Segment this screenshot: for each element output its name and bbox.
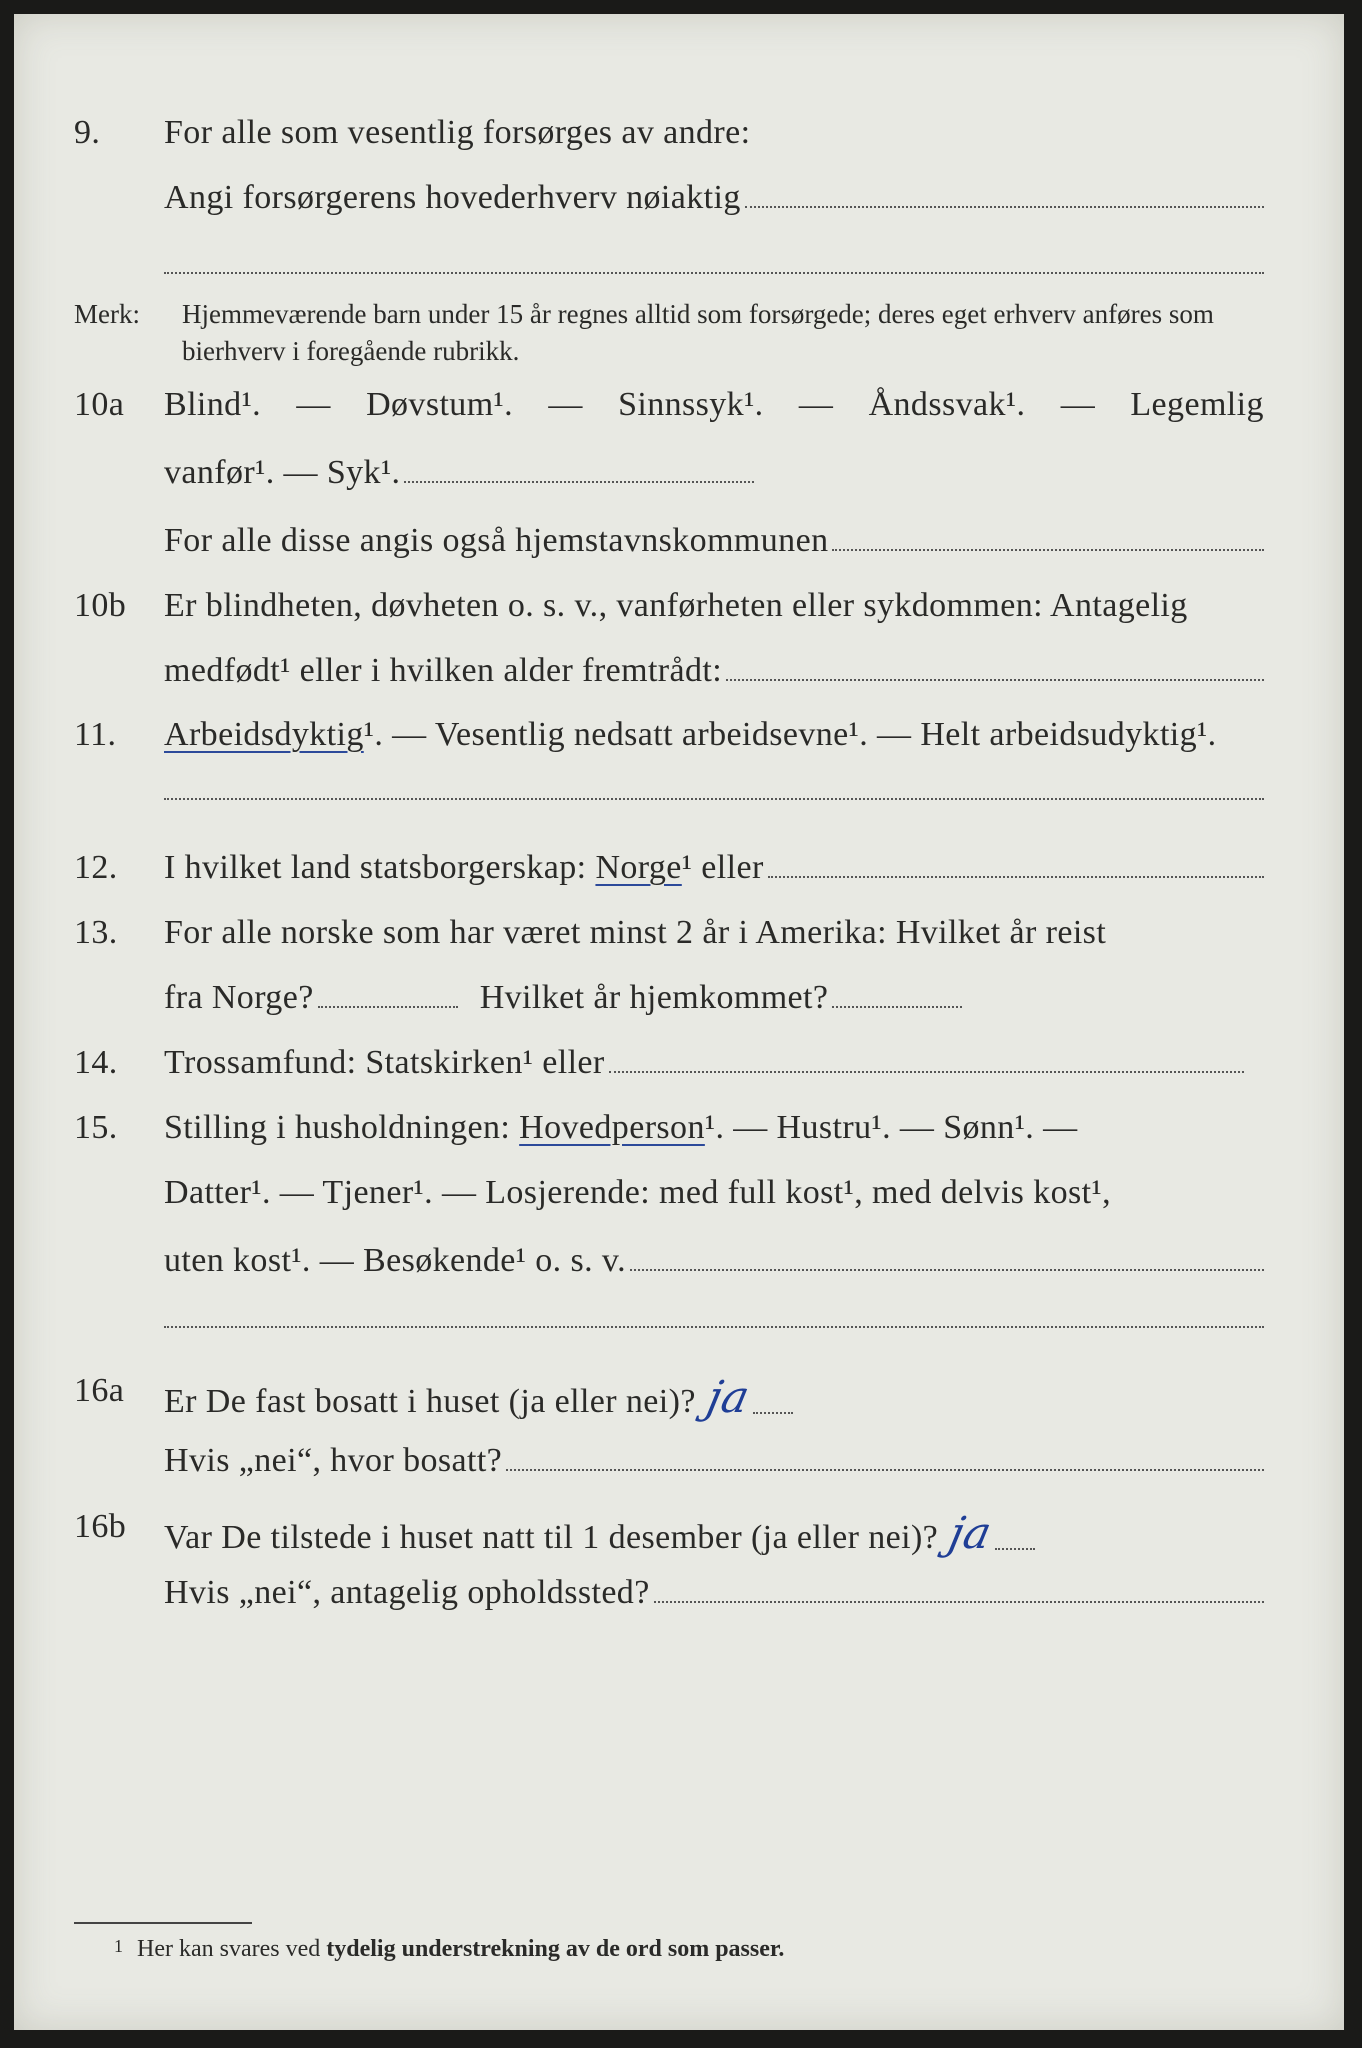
q10b-answer-field[interactable] [726,678,1264,681]
q13-number: 13. [74,914,118,951]
q10a-number: 10a [74,386,125,423]
q10a-hjemstavn-field[interactable] [832,548,1264,551]
q12-underlined-choice: Norge [595,849,682,886]
footnote-mark: 1 [114,1936,123,1956]
q10a-text-line3: For alle disse angis også hjemstavnskommunen [164,522,829,559]
q10a-word: Legemlig [1130,386,1264,423]
q11-number: 11. [74,716,117,753]
merk-label: Merk: [74,299,140,329]
q16b-text-line2: Hvis „nei“, antagelig opholdssted? [164,1574,650,1611]
footnote-bold: tydelig understrekning av de ord som passer. [326,1936,785,1962]
q10a-word: — [296,386,331,423]
q9-text-line1: For alle som vesentlig forsørges av andre: [164,114,751,151]
q13-text-line2a: fra Norge? [164,979,314,1016]
q13-hjemkommet-field[interactable] [832,1005,962,1008]
q10a-word: — [548,386,583,423]
q15-text-line3: uten kost¹. — Besøkende¹ o. s. v. [164,1242,627,1279]
q16b-answer-field[interactable] [995,1547,1035,1550]
q10a-text-line2: vanfør¹. — Syk¹. [164,454,401,491]
q14-number: 14. [74,1044,118,1081]
merk-text: Hjemmeværende barn under 15 år regnes alltid som forsørgede; deres eget erhverv anføres som bierhverv i foregående rubrikk. [182,299,1214,366]
q16a-handwritten-answer: ja [702,1372,754,1423]
q16b-opholdssted-field[interactable] [654,1600,1264,1603]
q12-answer-field[interactable] [768,875,1264,878]
q11-extra-field[interactable] [164,798,1264,800]
q16a-text-line2: Hvis „nei“, hvor bosatt? [164,1442,503,1479]
q11-rest: ¹. — Vesentlig nedsatt arbeidsevne¹. — Helt arbeidsudyktig¹. [363,716,1217,753]
q16b-text-line1: Var De tilstede i huset natt til 1 desember (ja eller nei)? [164,1519,939,1556]
q13-text-line1: For alle norske som har været minst 2 år i Amerika: Hvilket år reist [164,914,1107,951]
q10a-syk-field[interactable] [404,480,754,483]
q10a-word: Åndssvak¹. [868,386,1026,423]
q10a-word: Blind¹. [164,386,262,423]
q16b-number: 16b [74,1508,127,1545]
q10a-word: Sinnssyk¹. [618,386,764,423]
q15-number: 15. [74,1109,118,1146]
q15-after: ¹. — Hustru¹. — Sønn¹. — [704,1109,1078,1146]
q13-text-line2b: Hvilket år hjemkommet? [479,979,829,1016]
q9-extra-field[interactable] [164,272,1264,274]
q15-extra-field[interactable] [164,1326,1264,1328]
q10a-text-line1 [164,386,1264,424]
q9-number: 9. [74,114,101,151]
q9-text-line2: Angi forsørgerens hovederhverv nøiaktig [164,179,741,216]
q10b-text-line2: medfødt¹ eller i hvilken alder fremtrådt: [164,652,723,689]
q10a-word: — [798,386,834,423]
q10a-word: Døvstum¹. [366,386,514,423]
q13-reist-field[interactable] [318,1005,458,1008]
q15-text-line2: Datter¹. — Tjener¹. — Losjerende: med full kost¹, med delvis kost¹, [164,1174,1111,1211]
q15-answer-field[interactable] [630,1268,1264,1271]
q12-before: I hvilket land statsborgerskap: [164,849,587,886]
q10a-word: — [1060,386,1096,423]
q15-before: Stilling i husholdningen: [164,1109,511,1146]
footnote-plain: Her kan svares ved [137,1936,321,1962]
census-form-page [14,14,1344,2030]
q10b-number: 10b [74,587,127,624]
q16a-text-line1: Er De fast bosatt i huset (ja eller nei)? [164,1383,696,1420]
q16a-bosatt-field[interactable] [506,1468,1264,1471]
q15-underlined-choice: Hovedperson [519,1109,705,1146]
q14-answer-field[interactable] [609,1070,1244,1073]
q10b-text-line1: Er blindheten, døvheten o. s. v., vanførheten eller sykdommen: Antagelig [164,587,1188,624]
q9-answer-field[interactable] [745,205,1264,208]
footnote-rule [74,1922,252,1924]
q11-underlined-choice: Arbeidsdyktig [164,716,364,753]
q12-number: 12. [74,849,118,886]
footnote [114,1936,784,1963]
q12-after: ¹ eller [681,849,764,886]
q16b-handwritten-answer: ja [944,1508,997,1559]
q16a-answer-field[interactable] [753,1411,793,1414]
q16a-number: 16a [74,1372,125,1409]
q14-text: Trossamfund: Statskirken¹ eller [164,1044,605,1081]
